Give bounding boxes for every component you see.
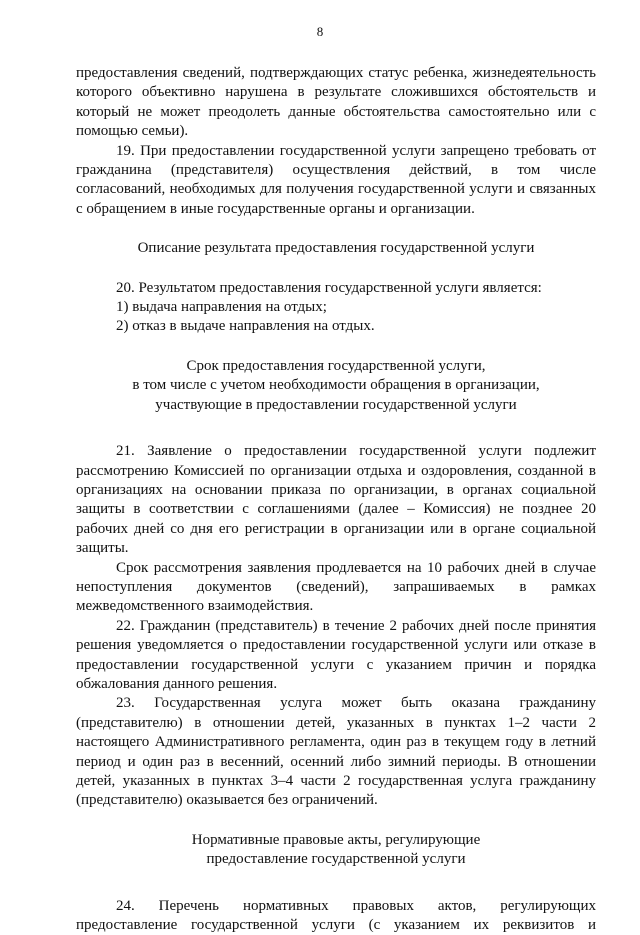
- paragraph-20: 20. Результатом предоставления государственной услуги является:: [116, 279, 542, 296]
- paragraph-22: 22. Гражданин (представитель) в течение 2 рабочих дней после принятия решения уведомляется о предоставлении государственной услуги или отказе в предоставлении государственной услуги с указанием причин и порядка обжалования данного решения.: [76, 617, 596, 692]
- paragraph-21: 21. Заявление о предоставлении государственной услуги подлежит рассмотрению Комиссией по организации отдыха и оздоровления, созданной в организациях на основании приказа по организации, в органах социальной защиты в соответствии с соглашениями (далее – Комиссия) не позднее 20 рабочих дней со дня его регистрации в организации или в органе социальной защиты.: [76, 443, 596, 557]
- heading-service-term-line-3: участвующие в предоставлении государственной услуги: [155, 396, 517, 413]
- document-body: [76, 64, 596, 935]
- heading-legal-acts-line-2: предоставление государственной услуги: [206, 851, 466, 868]
- heading-legal-acts: [76, 831, 596, 870]
- page-number: 8: [316, 24, 324, 39]
- paragraph-continuation: предоставления сведений, подтверждающих статус ребенка, жизнедеятельность которого объективно нарушена в результате сложившихся обстоятельств и который не может преодолеть данные обстоятельства самостоятельно или с помощью семьи).: [76, 65, 596, 140]
- heading-service-term-line-2: в том числе с учетом необходимости обращения в организации,: [132, 377, 540, 394]
- heading-legal-acts-line-1: Нормативные правовые акты, регулирующие: [191, 831, 481, 848]
- heading-service-term-line-1: Срок предоставления государственной услуги,: [186, 357, 486, 374]
- paragraph-24: 24. Перечень нормативных правовых актов, регулирующих предоставление государственной услуги (с указанием их реквизитов и: [76, 897, 596, 934]
- heading-service-term: [76, 357, 596, 415]
- paragraph-21-extension: Срок рассмотрения заявления продлевается на 10 рабочих дней в случае непоступления документов (сведений), запрашиваемых в рамках межведомственного взаимодействия.: [76, 559, 596, 615]
- paragraph-23: 23. Государственная услуга может быть оказана гражданину (представителю) в отношении детей, указанных в пунктах 1–2 части 2 настоящего Административного регламента, один раз в текущем году в летний период и один раз в весенний, осенний либо зимний периоды. В отношении детей, указанных в пунктах 3–4 части 2 государственная услуга гражданину (представителю) оказывается без ограничений.: [76, 695, 596, 809]
- list-item-20-2: 2) отказ в выдаче направления на отдых.: [116, 318, 375, 335]
- paragraph-19: 19. При предоставлении государственной услуги запрещено требовать от гражданина (представителя) осуществления действий, в том числе согласований, необходимых для получения государственной услуги и связанных с обращением в иные государственные органы и организации.: [76, 142, 596, 217]
- heading-result-description: Описание результата предоставления государственной услуги: [137, 240, 535, 257]
- list-item-20-1: 1) выдача направления на отдых;: [116, 299, 327, 316]
